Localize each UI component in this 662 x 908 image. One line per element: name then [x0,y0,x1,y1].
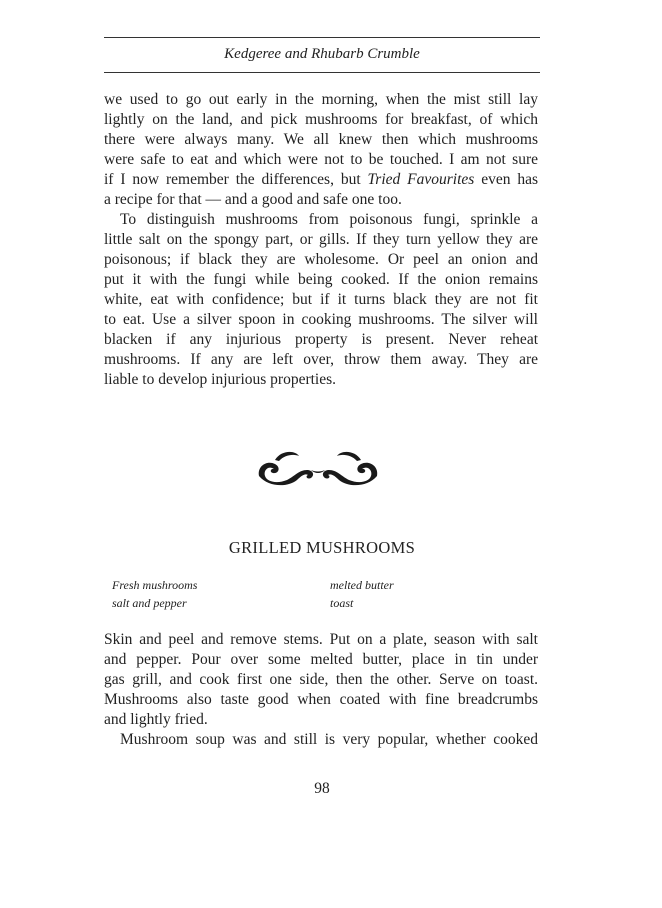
header-rule-top [104,37,540,38]
paragraph-line: Skin and peel and remove stems. Put on a plate, season with salt [104,631,538,648]
ingredient: toast [330,596,354,610]
ingredients-left [112,576,197,612]
text: if I now remember the differences, but [104,171,368,188]
header-rule-bottom [104,72,540,73]
ingredient: melted butter [330,578,394,592]
recipe-method [104,630,538,750]
paragraph-line: poisonous; if black they are wholesome. Or peel an onion and [104,251,538,268]
paragraph-line: put it with the fungi while being cooked. If the onion remains [104,271,538,288]
paragraph-line: and lightly fried. [104,711,208,728]
paragraph-line: there were always many. We all knew then which mushrooms [104,131,538,148]
paragraph-line: were safe to eat and which were not to be touched. I am not sure [104,151,538,168]
recipe-title: GRILLED MUSHROOMS [228,538,416,557]
paragraph-line: To distinguish mushrooms from poisonous fungi, sprinkle a [120,211,538,228]
paragraph-line: Mushroom soup was and still is very popular, whether cooked [120,731,538,748]
fleuron-ornament-icon [255,448,381,488]
paragraph-line: gas grill, and cook first one side, then the other. Serve on toast. [104,671,538,688]
paragraph-line: blacken if any injurious property is present. Never reheat [104,331,538,348]
paragraph-line: we used to go out early in the morning, when the mist still lay [104,91,538,108]
paragraph-line [104,170,538,190]
paragraph-line: to eat. Use a silver spoon in cooking mushrooms. The silver will [104,311,538,328]
paragraph-line: mushrooms. If any are left over, throw them away. They are [104,351,538,368]
running-header: Kedgeree and Rhubarb Crumble [224,46,420,62]
book-title: Tried Favourites [367,171,475,188]
text: even has [474,171,539,188]
paragraph-line: white, eat with confidence; but if it turns black they are not fit [104,291,538,308]
paragraph-line: Mushrooms also taste good when coated with fine breadcrumbs [104,691,538,708]
ingredients-right [330,576,394,612]
body-text-top [104,90,538,390]
paragraph-line: lightly on the land, and pick mushrooms for breakfast, of which [104,111,538,128]
paragraph-line: and pepper. Pour over some melted butter, place in tin under [104,651,538,668]
ingredient: salt and pepper [112,596,187,610]
paragraph-line: little salt on the spongy part, or gills. If they turn yellow they are [104,231,538,248]
page-number: 98 [314,780,330,797]
paragraph-line: a recipe for that — and a good and safe one too. [104,191,402,208]
paragraph-line: liable to develop injurious properties. [104,371,337,388]
ingredient: Fresh mushrooms [112,578,198,592]
